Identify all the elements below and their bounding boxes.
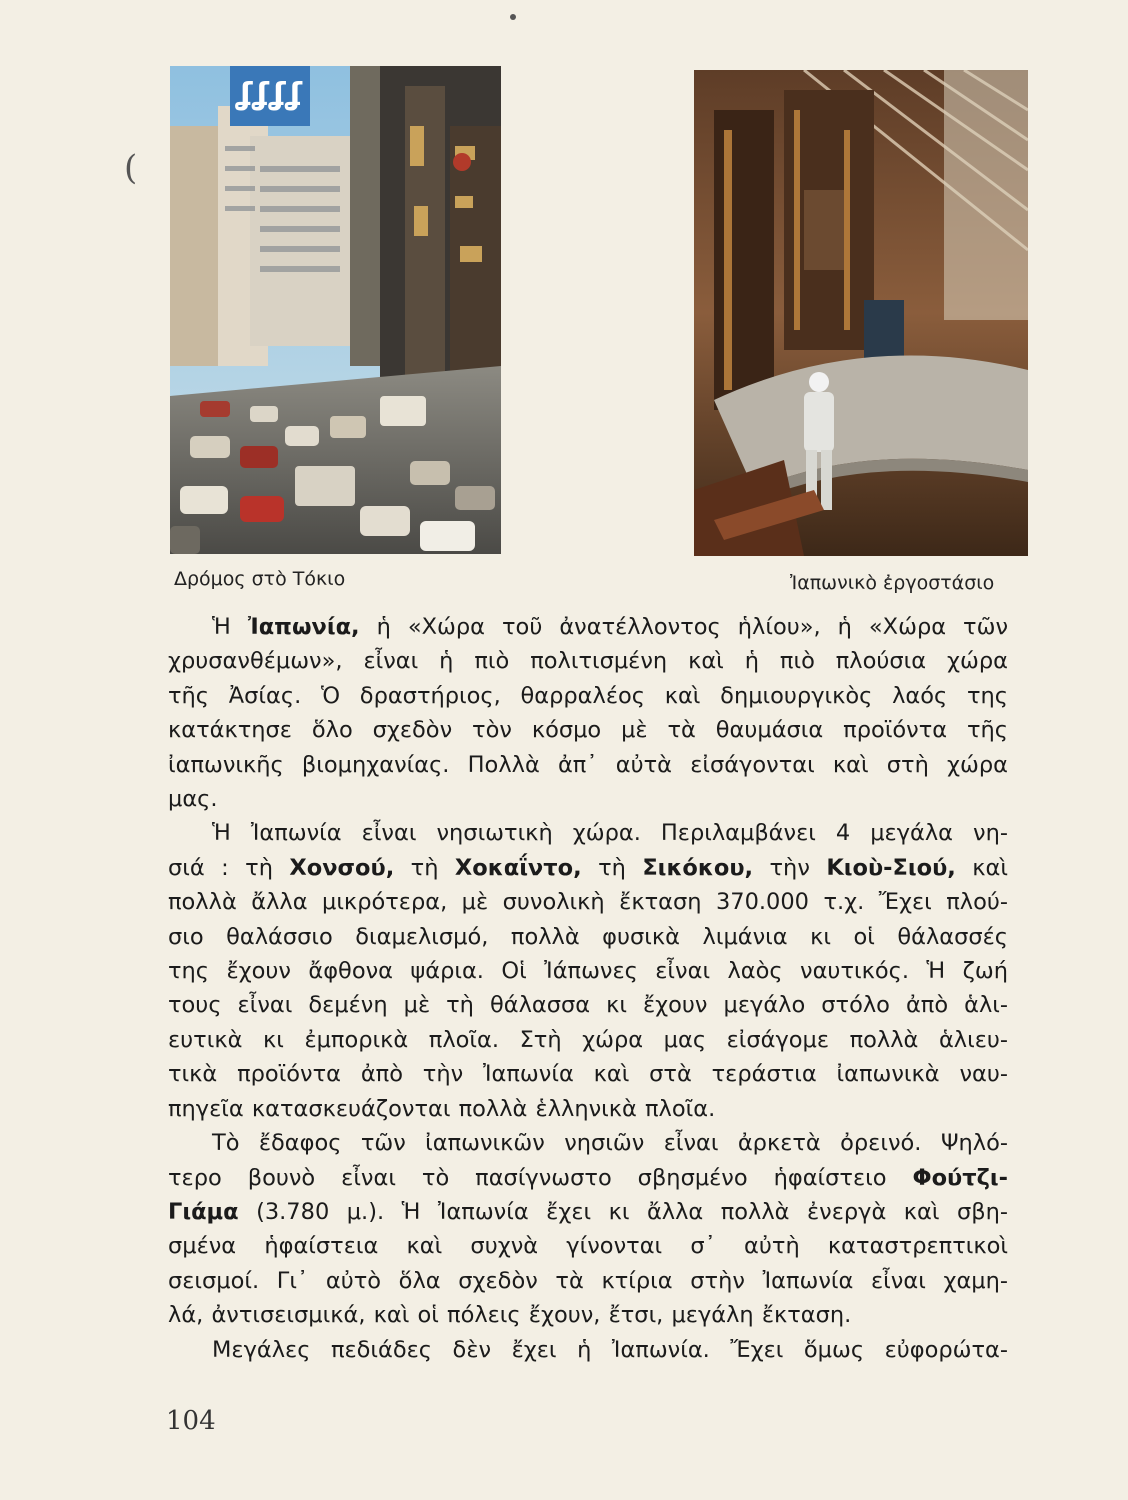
text-run: τους εἶναι δεμένη μὲ τὴ θάλασσα κι ἔχουν μεγάλο στόλο ἀπὸ ἁλι- [168, 992, 1008, 1019]
bold-term: Σικόκου, [642, 854, 754, 881]
text-line [168, 1126, 1008, 1160]
text-line [168, 1229, 1008, 1263]
text-run: τικὰ προϊόντα ἀπὸ τὴν Ἰαπωνία καὶ στὰ τεράστια ἰαπωνικὰ ναυ- [168, 1061, 1008, 1088]
paragraph [168, 1126, 1008, 1332]
text-line [168, 748, 1008, 782]
text-run: ἰαπωνικῆς βιομηχανίας. Πολλὰ ἀπ᾿ αὐτὰ εἰσάγονται καὶ στὴ χώρα [168, 751, 1008, 778]
paragraph [168, 816, 1008, 1126]
caption-factory-photo: Ἰαπωνικὸ ἐργοστάσιο [790, 572, 995, 594]
text-line [168, 610, 1008, 644]
caption-street-photo: Δρόμος στὸ Τόκιο [174, 568, 346, 590]
text-run: τὴ [394, 854, 455, 881]
text-run: τὴν [753, 854, 827, 881]
bold-term: Χοκαΐντο, [454, 854, 582, 881]
text-run: (3.780 μ.). Ἡ Ἰαπωνία ἔχει κι ἄλλα πολλὰ ἐνεργὰ καὶ σβη- [238, 1198, 1008, 1225]
text-run: ἡ «Χώρα τοῦ ἀνατέλλοντος ἡλίου», ἡ «Χώρα τῶν [359, 614, 1009, 640]
text-run: σιά : τὴ [168, 854, 290, 881]
text-run: πηγεῖα κατασκευάζονται πολλὰ ἑλληνικὰ πλοῖα. [168, 1095, 716, 1122]
paragraph [168, 610, 1008, 816]
text-line [168, 1298, 1008, 1332]
text-line [168, 1057, 1008, 1091]
text-run: λά, ἀντισεισμικά, καὶ οἱ πόλεις ἔχουν, ἔτσι, μεγάλη ἔκταση. [168, 1302, 852, 1329]
text-run: σμένα ἡφαίστεια καὶ συχνὰ γίνονται σ᾿ αὐτὴ καταστρεπτικοὶ [168, 1233, 1008, 1260]
bold-term: Φούτζι- [912, 1164, 1008, 1191]
text-line [168, 816, 1008, 850]
text-line [168, 713, 1008, 747]
text-line [168, 920, 1008, 954]
print-dot [510, 14, 516, 20]
margin-bracket-mark: ( [124, 148, 138, 188]
text-line [168, 954, 1008, 988]
bold-term: Ἰαπωνία, [247, 614, 360, 640]
text-line [168, 679, 1008, 713]
text-line [168, 851, 1008, 885]
text-line [168, 782, 1008, 816]
text-run: τὴ [581, 854, 643, 881]
text-line [168, 1023, 1008, 1057]
text-line [168, 1161, 1008, 1195]
text-run: τερο βουνὸ εἶναι τὸ πασίγνωστο σβησμένο ἡφαίστειο [168, 1164, 913, 1191]
text-run: της ἔχουν ἄφθονα ψάρια. Οἱ Ἰάπωνες εἶναι λαὸς ναυτικός. Ἡ ζωή [168, 958, 1008, 985]
page-number: 104 [166, 1406, 216, 1436]
text-line [168, 1264, 1008, 1298]
text-run: ευτικὰ κι ἐμπορικὰ πλοῖα. Στὴ χώρα μας εἰσάγομε πολλὰ ἁλιευ- [168, 1026, 1008, 1053]
text-run: Τὸ ἔδαφος τῶν ἰαπωνικῶν νησιῶν εἶναι ἀρκετὰ ὀρεινό. Ψηλό- [212, 1130, 1008, 1157]
text-line [168, 1195, 1008, 1229]
text-run: κατάκτησε ὅλο σχεδὸν τὸν κόσμο μὲ τὰ θαυμάσια προϊόντα τῆς [168, 717, 1008, 744]
text-run: μας. [168, 786, 218, 813]
text-run: τῆς Ἀσίας. Ὁ δραστήριος, θαρραλέος καὶ δημιουργικὸς λαός της [168, 682, 1008, 709]
bold-term: Χονσού, [289, 854, 395, 881]
factory-interior-photo [694, 70, 1028, 556]
text-line [168, 1092, 1008, 1126]
paragraph [168, 1333, 1008, 1367]
text-run: σιο θαλάσσιο διαμελισμό, πολλὰ φυσικὰ λιμάνια κι οἱ θάλασσές [168, 923, 1008, 950]
text-run: πολλὰ ἄλλα μικρότερα, μὲ συνολικὴ ἔκταση 370.000 τ.χ. Ἔχει πλού- [168, 889, 1008, 916]
bold-term: Κιοὺ-Σιού, [826, 854, 956, 881]
text-run: Ἡ Ἰαπωνία εἶναι νησιωτικὴ χώρα. Περιλαμβάνει 4 μεγάλα νη- [212, 820, 1008, 847]
text-run: σεισμοί. Γι᾿ αὐτὸ ὅλα σχεδὸν τὰ κτίρια στὴν Ἰαπωνία εἶναι χαμη- [168, 1267, 1008, 1294]
text-run: καὶ [955, 854, 1008, 881]
text-run: Ἡ [212, 614, 248, 640]
street-scene-photo [170, 66, 501, 554]
text-run: Μεγάλες πεδιάδες δὲν ἔχει ἡ Ἰαπωνία. Ἔχει ὅμως εὐφορώτα- [212, 1336, 1008, 1363]
text-line [168, 988, 1008, 1022]
text-line [168, 885, 1008, 919]
text-run: χρυσανθέμων», εἶναι ἡ πιὸ πολιτισμένη καὶ ἡ πιὸ πλούσια χώρα [168, 648, 1008, 675]
text-line [168, 1333, 1008, 1367]
bold-term: Γιάμα [168, 1198, 239, 1225]
svg-text:ʆʆʆʆ: ʆʆʆʆ [236, 77, 303, 112]
body-text [168, 610, 1008, 1367]
text-line [168, 644, 1008, 678]
